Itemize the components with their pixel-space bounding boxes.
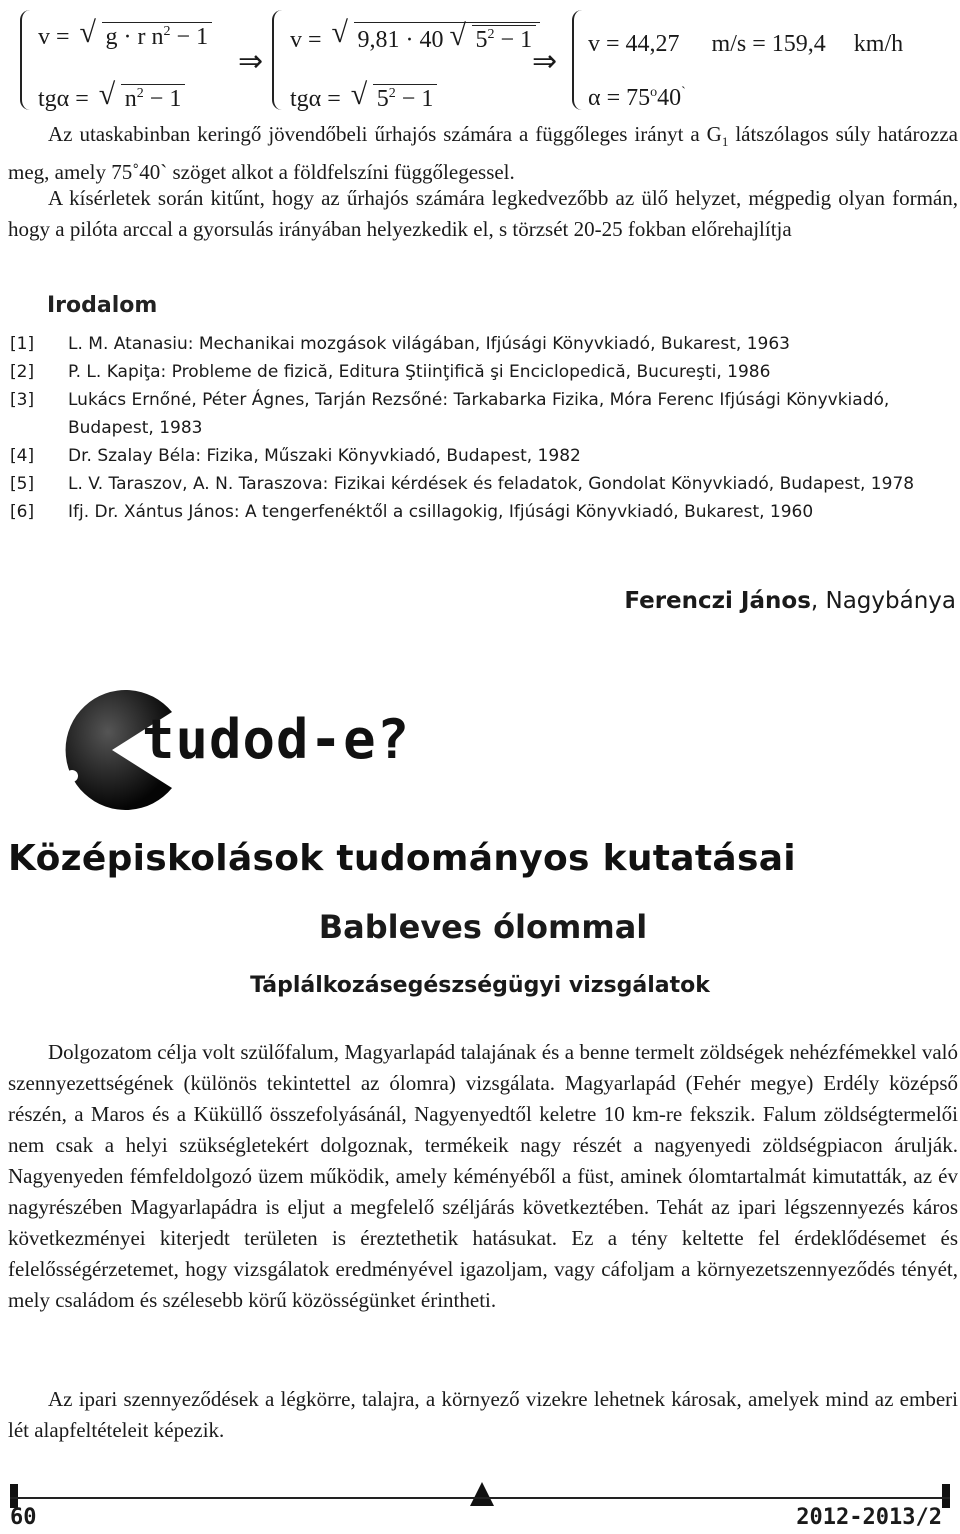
equation-line: v = √ 9,81 · 40 √ $5^2 - 1$ <box>290 22 540 52</box>
reference-item: [2] P. L. Kapiţa: Probleme de fizică, Editura Ştiinţifică şi Enciclopedică, Bucureşti, 1986 <box>10 362 771 382</box>
article-subtitle: Táplálkozásegészségügyi vizsgálatok <box>250 973 710 998</box>
reference-item: [5] L. V. Taraszov, A. N. Taraszova: Fizikai kérdések és feladatok, Gondolat Könyvkiadó, Budapest, 1978 <box>10 474 915 494</box>
tudod-e-logo <box>52 690 412 810</box>
footer-triangle-icon <box>470 1482 494 1506</box>
square-root: √ $n^2 - 1$ <box>99 84 186 111</box>
square-root: √ $5^2 - 1$ <box>351 84 438 111</box>
brace <box>572 10 584 110</box>
footer-rule <box>10 1497 950 1499</box>
footer-mark <box>942 1484 950 1508</box>
issue-number: 2012-2013/2 <box>796 1505 942 1530</box>
brace <box>272 10 284 110</box>
paragraph: A kísérletek során kitűnt, hogy az űrhajós számára legkedvezőbb az ülő helyzet, mégpedig olyan formán, hogy a pilóta arccal a gyorsulás irányában helyezkedik el, s törzsét 20-25 fokban előrehajlítja <box>8 186 958 241</box>
brace <box>20 10 32 110</box>
equation-line: v = √ g · r $n^2 - 1$ <box>38 22 212 49</box>
equation-system-1 <box>20 6 270 116</box>
reference-item: [3] Lukács Ernőné, Péter Ágnes, Tarján Rezsőné: Tarkabarka Fizika, Móra Ferenc Ifjúsági Könyvkiadó, Budapest, 1983 <box>10 390 890 438</box>
page-number: 60 <box>10 1505 37 1530</box>
paragraph: Az utaskabinban keringő jövendőbeli űrhajós számára a függőleges irányt a $G_1$ látszólagos súly határozza meg, amely 75˚40` szöget alkot a földfelszíni függőlegessel. <box>8 122 959 185</box>
logo-text: tudod-e? <box>142 708 411 771</box>
equation-line: tgα = √ $n^2 - 1$ <box>38 84 185 111</box>
author-name: Ferenczi János <box>624 588 811 614</box>
reference-list <box>10 330 950 526</box>
implies-arrow: ⇒ <box>238 44 264 79</box>
reference-item: [4] Dr. Szalay Béla: Fizika, Műszaki Könyvkiadó, Budapest, 1982 <box>10 446 581 466</box>
article-paragraph: Az ipari szennyeződések a légkörre, talajra, a környező vizekre lehetnek károsak, amelyek mind az emberi lét alapfeltételeit képezik. <box>8 1387 958 1442</box>
author-line: Ferenczi János, Nagybánya <box>624 588 956 614</box>
reference-item: [1] L. M. Atanasiu: Mechanikai mozgások világában, Ifjúsági Könyvkiadó, Bukarest, 1963 <box>10 334 790 354</box>
literature-heading: Irodalom <box>47 293 158 318</box>
implies-arrow: ⇒ <box>532 44 558 79</box>
equation-system-3 <box>572 6 957 116</box>
article-paragraph: Dolgozatom célja volt szülőfalum, Magyarlapád talajának és a benne termelt zöldségek nehézfémekkel való szennyezettségének (különös tekintettel az ólomra) vizsgálata. Magyarlapád (Fehér megye) Erdély középső részén, a Maros és a Küküllő összefolyásánál, Nagyenyedtől keletre 10 km-re fekszik. Falum zöldségtermelői nem csak a helyi szükségletekért dolgoznak, termékeik nagy részét a nagyenyedi zöldségpiacon árulják. Nagyenyeden fémfeldolgozó üzem működik, amely kéményéből a füst, aminek ólomtartalmát kimutatták, az év nagyrészében Magyarlapádra is eljut a megfelelő széljárás következtében. Tehát az ipari légszennyezés káros következményei kiterjedt területen is éreztethetik hatásukat. Ez a tény keltette fel érdeklődésemet és felelősségérzetemet, hogy vizsgálatok eredményével igazoljam, vagy cáfoljam a környezetszennyeződés tényét, mely családom és szélesebb körű közösségünket érintheti. <box>8 1040 958 1312</box>
square-root: √ g · r $n^2 - 1$ <box>80 22 213 49</box>
article-title: Bableves ólommal <box>318 908 648 946</box>
square-root: √ 9,81 · 40 √ $5^2 - 1$ <box>332 22 541 52</box>
equation-system-2 <box>272 6 542 116</box>
equation-line: $\alpha = 75^o40^`$ <box>588 85 686 111</box>
reference-item: [6] Ifj. Dr. Xántus János: A tengerfenéktől a csillagokig, Ifjúsági Könyvkiadó, Bukarest, 1960 <box>10 502 814 522</box>
equation-line: v = 44,27 m/s = 159,4 km/h <box>588 31 904 57</box>
equation-line: tgα = √ $5^2 - 1$ <box>290 84 437 111</box>
article-section-title: Középiskolások tudományos kutatásai <box>8 838 796 879</box>
